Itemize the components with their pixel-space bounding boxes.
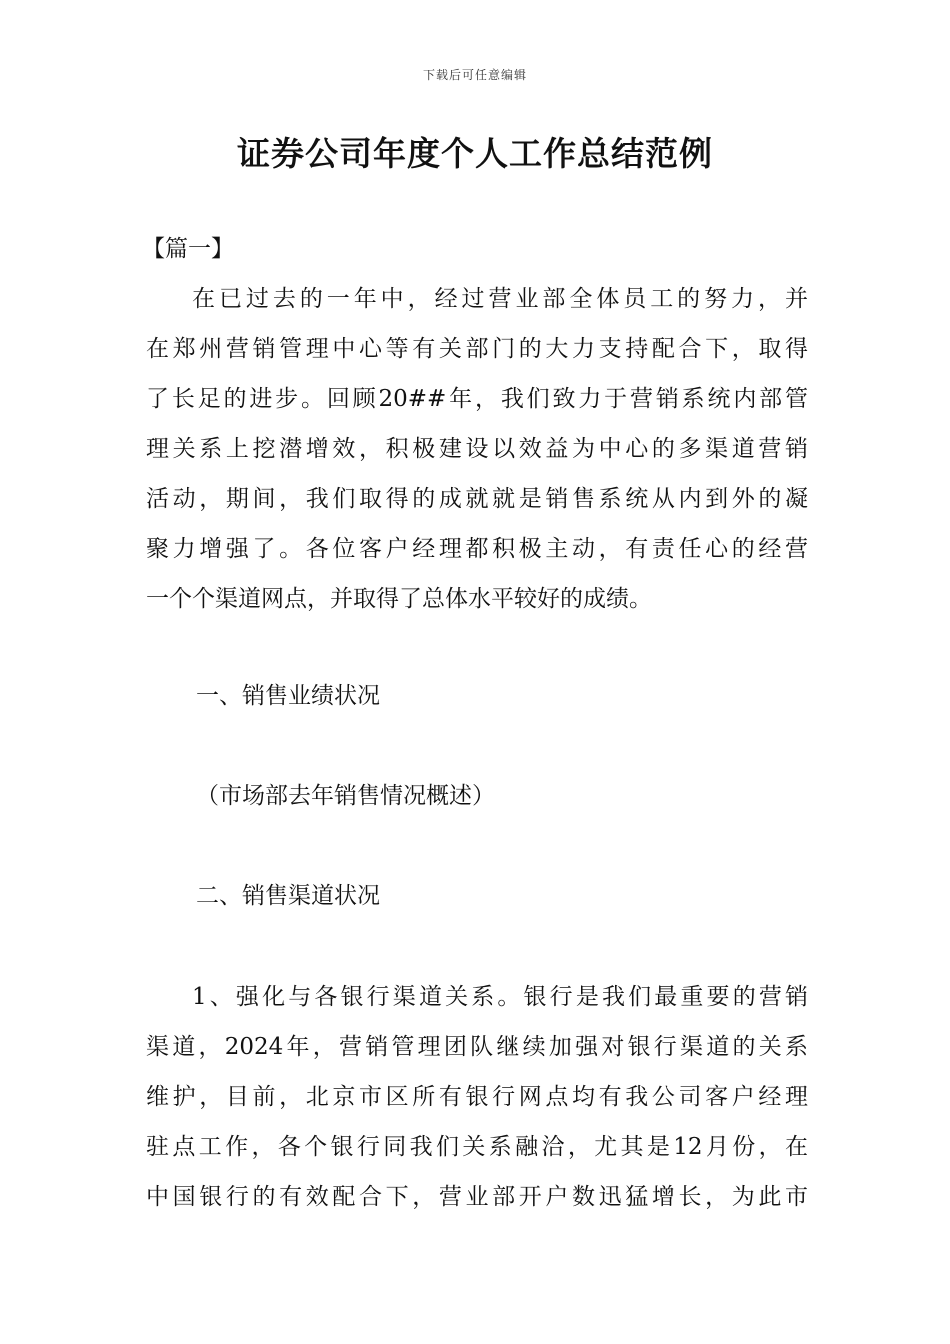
paragraph-line: 理关系上挖潜增效，积极建设以效益为中心的多渠道营销 bbox=[146, 436, 808, 462]
paragraph-line: 了长足的进步。回顾20##年，我们致力于营销系统内部管 bbox=[146, 386, 808, 412]
section-heading-sales-performance: 一、销售业绩状况 bbox=[196, 683, 380, 709]
paragraph-line: 一个个渠道网点，并取得了总体水平较好的成绩。 bbox=[146, 586, 652, 612]
document-title: 证券公司年度个人工作总结范例 bbox=[237, 134, 713, 173]
section-label: 【篇一】 bbox=[142, 236, 234, 262]
paragraph-line: 中国银行的有效配合下，营业部开户数迅猛增长，为此市 bbox=[146, 1184, 808, 1210]
paragraph-line: 1、强化与各银行渠道关系。银行是我们最重要的营销 bbox=[192, 984, 808, 1010]
paragraph-line: 活动，期间，我们取得的成就就是销售系统从内到外的凝 bbox=[146, 486, 808, 512]
paragraph-line: 在郑州营销管理中心等有关部门的大力支持配合下，取得 bbox=[146, 336, 808, 362]
paragraph-line: 驻点工作，各个银行同我们关系融洽，尤其是12月份，在 bbox=[146, 1134, 808, 1160]
intro-paragraph bbox=[146, 274, 808, 624]
paragraph-line: 维护，目前，北京市区所有银行网点均有我公司客户经理 bbox=[146, 1084, 808, 1110]
section-heading-note: （市场部去年销售情况概述） bbox=[196, 783, 495, 809]
header-note: 下载后可任意编辑 bbox=[422, 68, 527, 82]
section-heading-sales-channels: 二、销售渠道状况 bbox=[196, 883, 380, 909]
paragraph-line: 渠道，2024年，营销管理团队继续加强对银行渠道的关系 bbox=[146, 1034, 808, 1060]
paragraph-line: 聚力增强了。各位客户经理都积极主动，有责任心的经营 bbox=[146, 536, 808, 562]
paragraph-line: 在已过去的一年中，经过营业部全体员工的努力，并 bbox=[192, 286, 808, 312]
channel-paragraph bbox=[146, 972, 808, 1222]
